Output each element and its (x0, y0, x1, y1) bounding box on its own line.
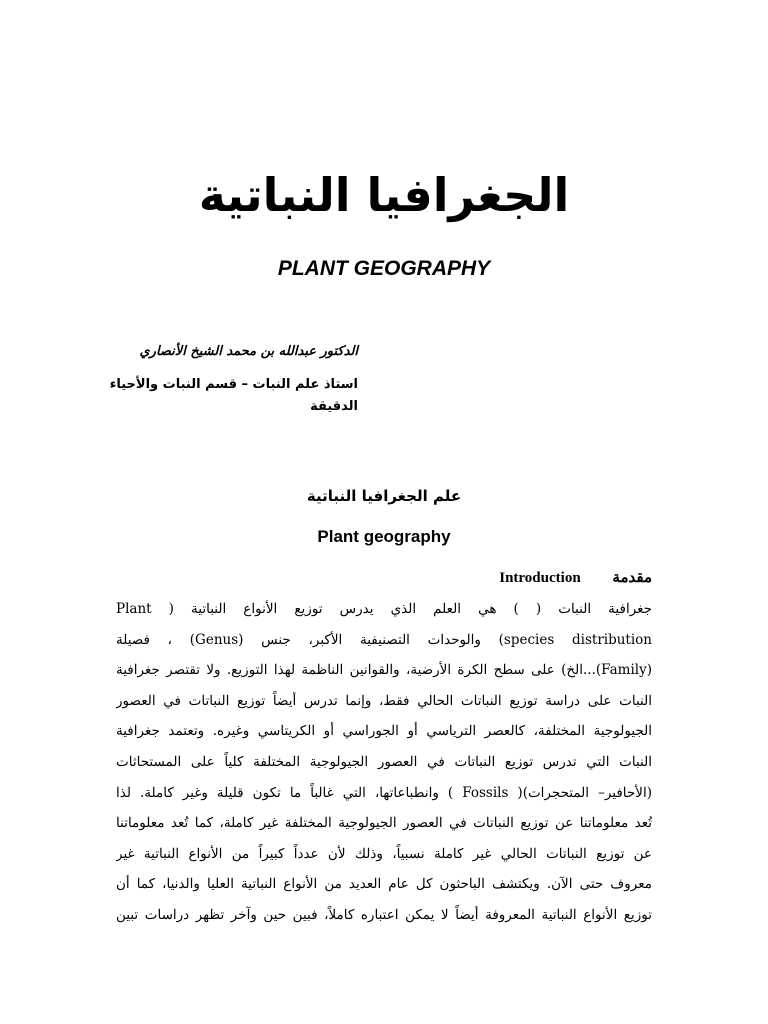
body-paragraph (116, 594, 652, 931)
body-line: النبات التي تدرس توزيع النباتات في العصور الجيولوجية المختلفة كلياً على المستحاثات (116, 753, 652, 770)
body-line: معروف حتى الآن. ويكتشف الباحثون كل عام العديد من الأنواع النباتية العليا والدنيا، كما أن (116, 876, 652, 893)
body-line: تُعد معلوماتنا عن توزيع النباتات في العصور الجيولوجية المختلفة غير كاملة، كما تُعد معلوماتنا (116, 815, 652, 832)
main-title-arabic: الجغرافيا النباتية (198, 168, 570, 222)
intro-heading-english: Introduction (499, 570, 581, 586)
author-position: استاذ علم النبات – قسم النبات والأحياء الدقيقة (109, 377, 358, 414)
body-line: (الأحافير– المتحجرات)( Fossils ) وانطباعاتها، التي غالباً ما تكون قليلة وغير كاملة. لذا (116, 784, 652, 801)
main-title-english: PLANT GEOGRAPHY (277, 257, 491, 280)
intro-heading (499, 566, 652, 590)
section-title-arabic: علم الجغرافيا النباتية (306, 487, 462, 505)
section-title-english: Plant geography (317, 527, 451, 546)
body-line: توزيع الأنواع النباتية المعروفة أيضاً لا يمكن اعتباره كاملاً، فبين حين وآخر تظهر دراسات تبين (116, 906, 652, 923)
author-name: الدكتور عبدالله بن محمد الشيخ الأنصاري (139, 344, 358, 359)
body-line: species distribution) والوحدات التصنيفية الأكبر، جنس (Genus) ، فصيلة (116, 631, 652, 648)
body-line: جغرافية النبات ( ) هي العلم الذي يدرس توزيع الأنواع النباتية ( Plant (116, 601, 652, 617)
body-line: (Family)...الخ) على سطح الكرة الأرضية، والقوانين الناظمة لهذا التوزيع. ولا تقتصر جغرافية (116, 662, 652, 679)
intro-heading-arabic: مقدمة (612, 570, 652, 586)
body-line: عن توزيع النباتات الحالي غير كاملة نسبياً، وذلك لأن عدداً كبيراً من الأنواع النباتية غير (116, 845, 652, 862)
body-line: الجيولوجية المختلفة، كالعصر الترياسي أو الجوراسي أو الكريتاسي وغيره. وتعتمد جغرافية (116, 723, 652, 740)
body-line: النبات على دراسة توزيع النباتات الحالي فقط، وإنما تدرس أيضاً توزيع النباتات في العصور (116, 692, 652, 709)
